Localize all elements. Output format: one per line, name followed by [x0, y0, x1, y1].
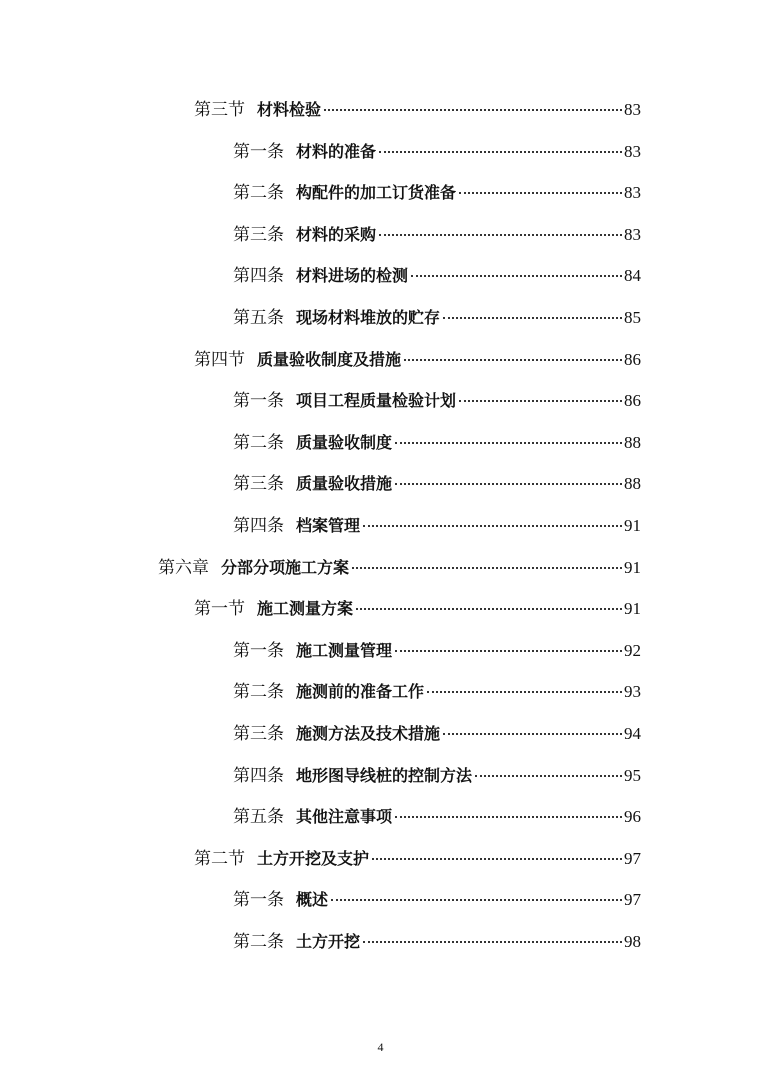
- toc-entry-label: 第一节: [194, 599, 245, 619]
- toc-dot-leader: [352, 567, 622, 569]
- toc-entry-label: 第六章: [158, 558, 209, 578]
- toc-entry-title: 施工测量管理: [296, 641, 393, 660]
- toc-entry[interactable]: [194, 594, 641, 624]
- toc-entry-label: 第四条: [233, 516, 284, 536]
- toc-entry-page: 83: [624, 142, 641, 161]
- toc-dot-leader: [395, 650, 622, 652]
- toc-entry-label: 第二节: [194, 849, 245, 869]
- toc-entry-page: 83: [624, 100, 641, 119]
- toc-entry[interactable]: [233, 719, 641, 749]
- toc-entry-title: 分部分项施工方案: [221, 558, 350, 577]
- toc-entry-label: 第二条: [233, 183, 284, 203]
- toc-entry-label: 第三节: [194, 100, 245, 120]
- toc-entry-label: 第三条: [233, 225, 284, 245]
- toc-dot-leader: [404, 359, 622, 361]
- toc-entry-label: 第五条: [233, 308, 284, 328]
- toc-entry-label: 第一条: [233, 890, 284, 910]
- toc-entry-page: 91: [624, 516, 641, 535]
- toc-entry-page: 83: [624, 183, 641, 202]
- toc-entry-label: 第二条: [233, 682, 284, 702]
- toc-dot-leader: [379, 234, 622, 236]
- toc-entry-page: 84: [624, 266, 641, 285]
- toc-entry-label: 第四条: [233, 266, 284, 286]
- toc-entry-title: 施工测量方案: [257, 599, 354, 618]
- toc-entry[interactable]: [233, 885, 641, 915]
- toc-dot-leader: [379, 151, 622, 153]
- toc-entry[interactable]: [233, 261, 641, 291]
- toc-entry-title: 其他注意事项: [296, 807, 393, 826]
- toc-entry-label: 第一条: [233, 391, 284, 411]
- toc-entry[interactable]: [233, 636, 641, 666]
- toc-entry-title: 施测前的准备工作: [296, 682, 425, 701]
- toc-entry[interactable]: [233, 137, 641, 167]
- toc-entry[interactable]: [194, 345, 641, 375]
- toc-entry[interactable]: [233, 761, 641, 791]
- toc-entry[interactable]: [233, 303, 641, 333]
- page-number: 4: [377, 1040, 384, 1054]
- toc-dot-leader: [459, 400, 622, 402]
- toc-entry-label: 第三条: [233, 474, 284, 494]
- toc-entry-page: 96: [624, 807, 641, 826]
- toc-dot-leader: [363, 941, 622, 943]
- toc-entry-page: 91: [624, 599, 641, 618]
- toc-entry-label: 第四条: [233, 766, 284, 786]
- toc-dot-leader: [443, 317, 622, 319]
- toc-entry[interactable]: [233, 927, 641, 957]
- toc-entry-page: 97: [624, 849, 641, 868]
- toc-entry-label: 第一条: [233, 641, 284, 661]
- toc-entry-title: 概述: [296, 890, 329, 909]
- toc-entry-title: 材料的采购: [296, 225, 377, 244]
- toc-entry[interactable]: [233, 469, 641, 499]
- toc-dot-leader: [395, 442, 622, 444]
- toc-entry-title: 土方开挖: [296, 932, 361, 951]
- toc-entry-page: 88: [624, 433, 641, 452]
- toc-dot-leader: [324, 109, 622, 111]
- toc-entry-label: 第三条: [233, 724, 284, 744]
- toc-entry[interactable]: [233, 511, 641, 541]
- toc-dot-leader: [356, 608, 622, 610]
- toc-entry-title: 地形图导线桩的控制方法: [296, 766, 473, 785]
- toc-entry-title: 施测方法及技术措施: [296, 724, 441, 743]
- toc-entry-title: 现场材料堆放的贮存: [296, 308, 441, 327]
- toc-entry-title: 材料进场的检测: [296, 266, 409, 285]
- toc-entry-title: 质量验收措施: [296, 474, 393, 493]
- toc-entry-title: 材料的准备: [296, 142, 377, 161]
- toc-entry-page: 85: [624, 308, 641, 327]
- toc-entry-title: 材料检验: [257, 100, 322, 119]
- toc-dot-leader: [459, 192, 622, 194]
- toc-entry-page: 91: [624, 558, 641, 577]
- toc-dot-leader: [363, 525, 622, 527]
- toc-entry-label: 第二条: [233, 932, 284, 952]
- toc-entry[interactable]: [233, 428, 641, 458]
- toc-entry-title: 质量验收制度及措施: [257, 350, 402, 369]
- toc-dot-leader: [395, 483, 622, 485]
- toc-entry[interactable]: [233, 802, 641, 832]
- toc-entry-page: 83: [624, 225, 641, 244]
- toc-dot-leader: [395, 816, 622, 818]
- toc-entry-page: 97: [624, 890, 641, 909]
- toc-dot-leader: [331, 899, 622, 901]
- toc-entry-page: 92: [624, 641, 641, 660]
- toc-dot-leader: [475, 775, 622, 777]
- toc-entry-label: 第四节: [194, 350, 245, 370]
- toc-entry-title: 项目工程质量检验计划: [296, 391, 457, 410]
- toc-entry[interactable]: [158, 553, 641, 583]
- toc-entry-page: 94: [624, 724, 641, 743]
- toc-entry-page: 86: [624, 391, 641, 410]
- toc-entry-page: 88: [624, 474, 641, 493]
- toc-entry[interactable]: [194, 95, 641, 125]
- toc-entry[interactable]: [233, 386, 641, 416]
- toc-dot-leader: [443, 733, 622, 735]
- toc-entry-label: 第二条: [233, 433, 284, 453]
- toc-entry-page: 98: [624, 932, 641, 951]
- toc-entry-page: 95: [624, 766, 641, 785]
- toc-entry-title: 档案管理: [296, 516, 361, 535]
- toc-entry-label: 第一条: [233, 142, 284, 162]
- toc-entry[interactable]: [233, 677, 641, 707]
- toc-entry[interactable]: [194, 844, 641, 874]
- toc-entry-title: 构配件的加工订货准备: [296, 183, 457, 202]
- toc-entry-title: 质量验收制度: [296, 433, 393, 452]
- toc-entry-page: 86: [624, 350, 641, 369]
- toc-dot-leader: [372, 858, 622, 860]
- toc-entry-title: 土方开挖及支护: [257, 849, 370, 868]
- toc-dot-leader: [411, 275, 622, 277]
- toc-entry[interactable]: [233, 220, 641, 250]
- toc-dot-leader: [427, 691, 622, 693]
- toc-entry-page: 93: [624, 682, 641, 701]
- toc-entry-label: 第五条: [233, 807, 284, 827]
- toc-entry[interactable]: [233, 178, 641, 208]
